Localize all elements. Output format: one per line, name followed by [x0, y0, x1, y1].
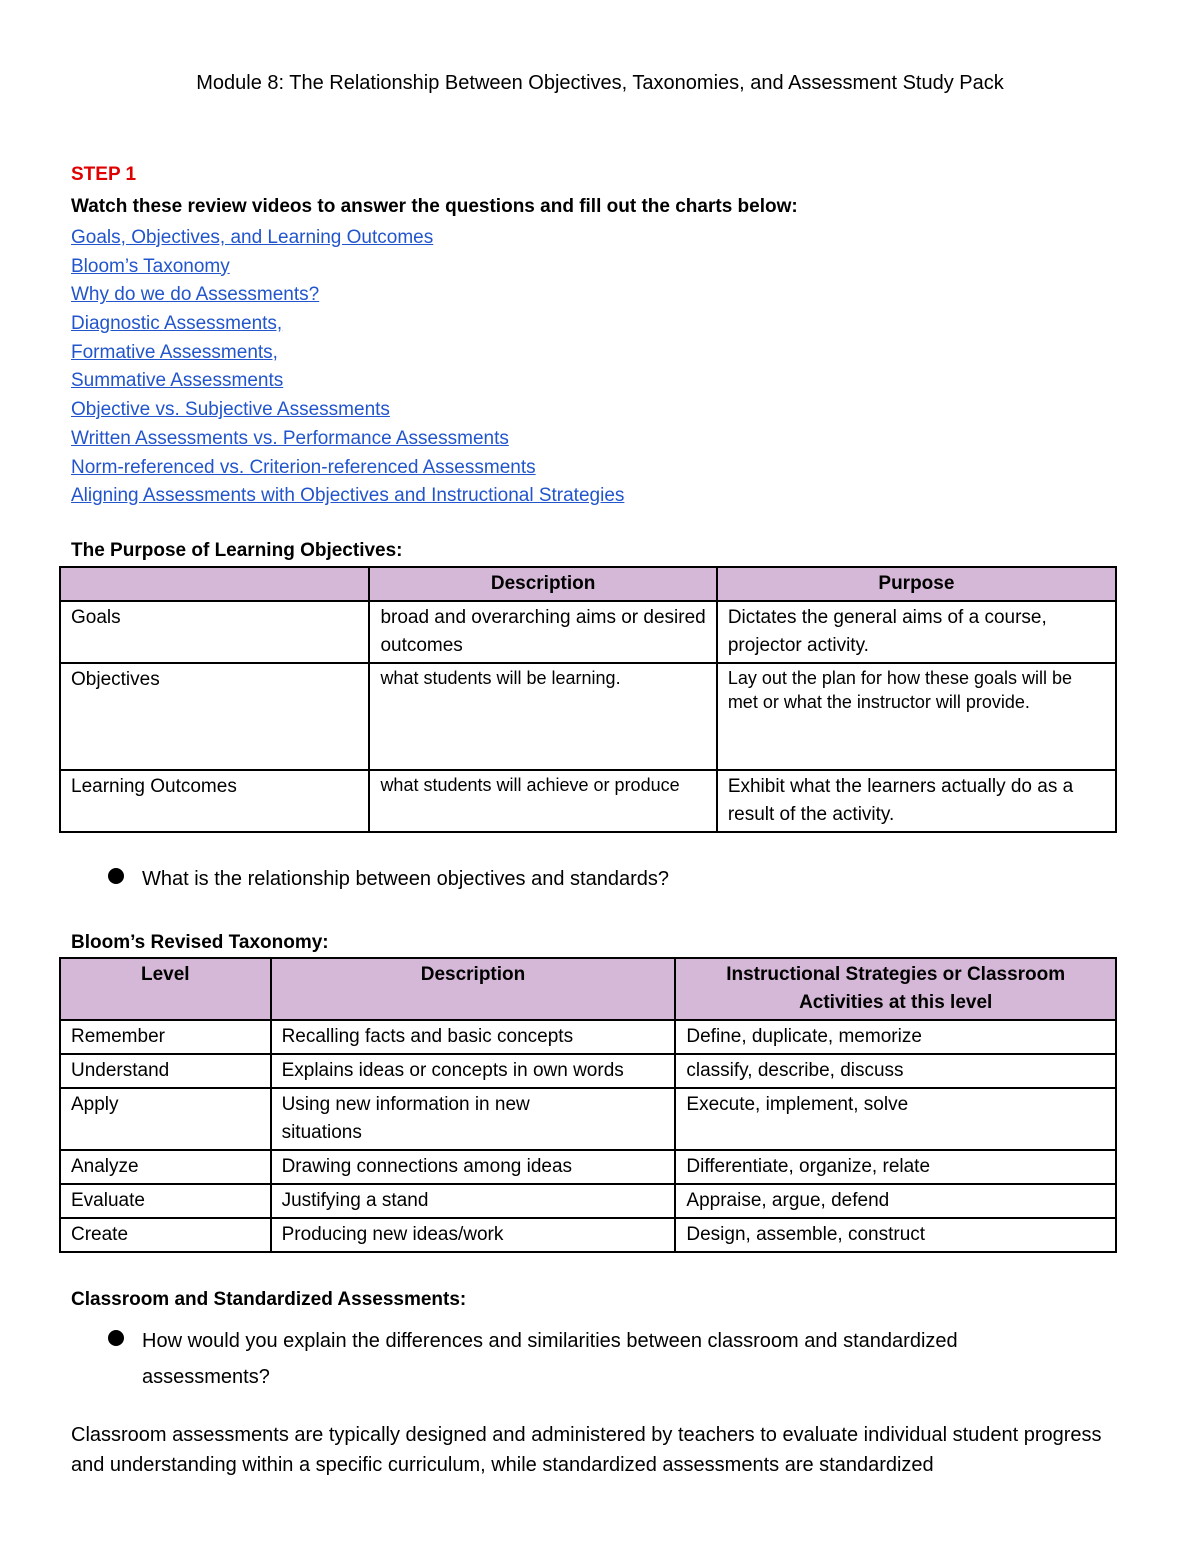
table-cell: classify, describe, discuss — [675, 1054, 1116, 1088]
table-row — [60, 1184, 1116, 1218]
bullet-icon — [108, 1330, 124, 1346]
instructions: Watch these review videos to answer the questions and fill out the charts below: — [71, 196, 798, 217]
video-link[interactable]: Diagnostic Assessments, — [71, 313, 283, 335]
table-header — [60, 567, 369, 601]
table-cell: Define, duplicate, memorize — [675, 1020, 1116, 1054]
table-cell: Justifying a stand — [271, 1184, 676, 1218]
table-cell: Learning Outcomes — [60, 770, 369, 832]
table-header-row — [60, 567, 1116, 601]
table-cell: Dictates the general aims of a course, projector activity. — [717, 601, 1116, 663]
list-item — [71, 482, 624, 511]
bloom-heading: Bloom’s Revised Taxonomy: — [71, 932, 329, 953]
table-cell: Analyze — [60, 1150, 271, 1184]
table-header: Level — [60, 958, 271, 1020]
table-cell: Appraise, argue, defend — [675, 1184, 1116, 1218]
list-item — [71, 396, 624, 425]
table-cell: Exhibit what the learners actually do as a result of the activity. — [717, 770, 1116, 832]
table-row — [60, 663, 1116, 770]
table-cell: Apply — [60, 1088, 271, 1150]
table-header: Description — [271, 958, 676, 1020]
table-header: Description — [369, 567, 716, 601]
table-cell: Evaluate — [60, 1184, 271, 1218]
list-item — [71, 454, 624, 483]
list-item — [71, 253, 624, 282]
question-text: What is the relationship between objectives and standards? — [142, 868, 669, 890]
table-header: Instructional Strategies or Classroom Activities at this level — [675, 958, 1116, 1020]
table-row — [60, 1218, 1116, 1252]
video-link[interactable]: Bloom’s Taxonomy — [71, 255, 230, 277]
table-cell: what students will be learning. — [369, 663, 716, 770]
table-row — [60, 1054, 1116, 1088]
video-link[interactable]: Written Assessments vs. Performance Assessments — [71, 427, 509, 449]
video-link[interactable]: Formative Assessments, — [71, 341, 278, 363]
bloom-table — [59, 957, 1117, 1253]
video-links — [71, 224, 624, 511]
bullet-icon — [108, 868, 124, 884]
table-cell: Design, assemble, construct — [675, 1218, 1116, 1252]
video-link[interactable]: Goals, Objectives, and Learning Outcomes — [71, 227, 434, 248]
table-cell: Create — [60, 1218, 271, 1252]
list-item — [71, 281, 624, 310]
list-item — [71, 367, 624, 396]
table-cell: Understand — [60, 1054, 271, 1088]
question-text: How would you explain the differences and similarities between classroom and standardized assessments? — [142, 1330, 958, 1388]
video-link[interactable]: Norm-referenced vs. Criterion-referenced Assessments — [71, 456, 536, 478]
video-link[interactable]: Why do we do Assessments? — [71, 284, 320, 306]
video-link[interactable]: Aligning Assessments with Objectives and Instructional Strategies — [71, 485, 625, 507]
table-header-row — [60, 958, 1116, 1020]
table-cell: Remember — [60, 1020, 271, 1054]
list-item — [71, 339, 624, 368]
table-cell: what students will achieve or produce — [369, 770, 716, 832]
step-label: STEP 1 — [71, 164, 137, 185]
list-item — [71, 425, 624, 454]
table-cell: Explains ideas or concepts in own words — [271, 1054, 676, 1088]
table-cell: Differentiate, organize, relate — [675, 1150, 1116, 1184]
table-row — [60, 770, 1116, 832]
list-item — [71, 224, 624, 253]
table-row — [60, 1150, 1116, 1184]
table-cell: broad and overarching aims or desired outcomes — [369, 601, 716, 663]
table-row — [60, 601, 1116, 663]
table-cell: Recalling facts and basic concepts — [271, 1020, 676, 1054]
list-item — [71, 310, 624, 339]
page-title: Module 8: The Relationship Between Objectives, Taxonomies, and Assessment Study Pack — [196, 72, 1004, 94]
purpose-table — [59, 566, 1117, 833]
table-row — [60, 1088, 1116, 1150]
table-cell: Objectives — [60, 663, 369, 770]
answer-paragraph: Classroom assessments are typically designed and administered by teachers to evaluate individual student progress and understanding within a specific curriculum, while standardized assessments are standardized — [71, 1424, 1102, 1476]
table-cell: Using new information in new situations — [271, 1088, 676, 1150]
table-cell: Drawing connections among ideas — [271, 1150, 676, 1184]
table-cell: Execute, implement, solve — [675, 1088, 1116, 1150]
table-cell: Lay out the plan for how these goals will be met or what the instructor will provide. — [717, 663, 1116, 770]
table-cell: Goals — [60, 601, 369, 663]
table-row — [60, 1020, 1116, 1054]
purpose-heading: The Purpose of Learning Objectives: — [71, 540, 403, 561]
video-link[interactable]: Objective vs. Subjective Assessments — [71, 399, 390, 421]
assessments-heading: Classroom and Standardized Assessments: — [71, 1289, 467, 1310]
table-header: Purpose — [717, 567, 1116, 601]
table-cell: Producing new ideas/work — [271, 1218, 676, 1252]
video-link[interactable]: Summative Assessments — [71, 370, 284, 392]
